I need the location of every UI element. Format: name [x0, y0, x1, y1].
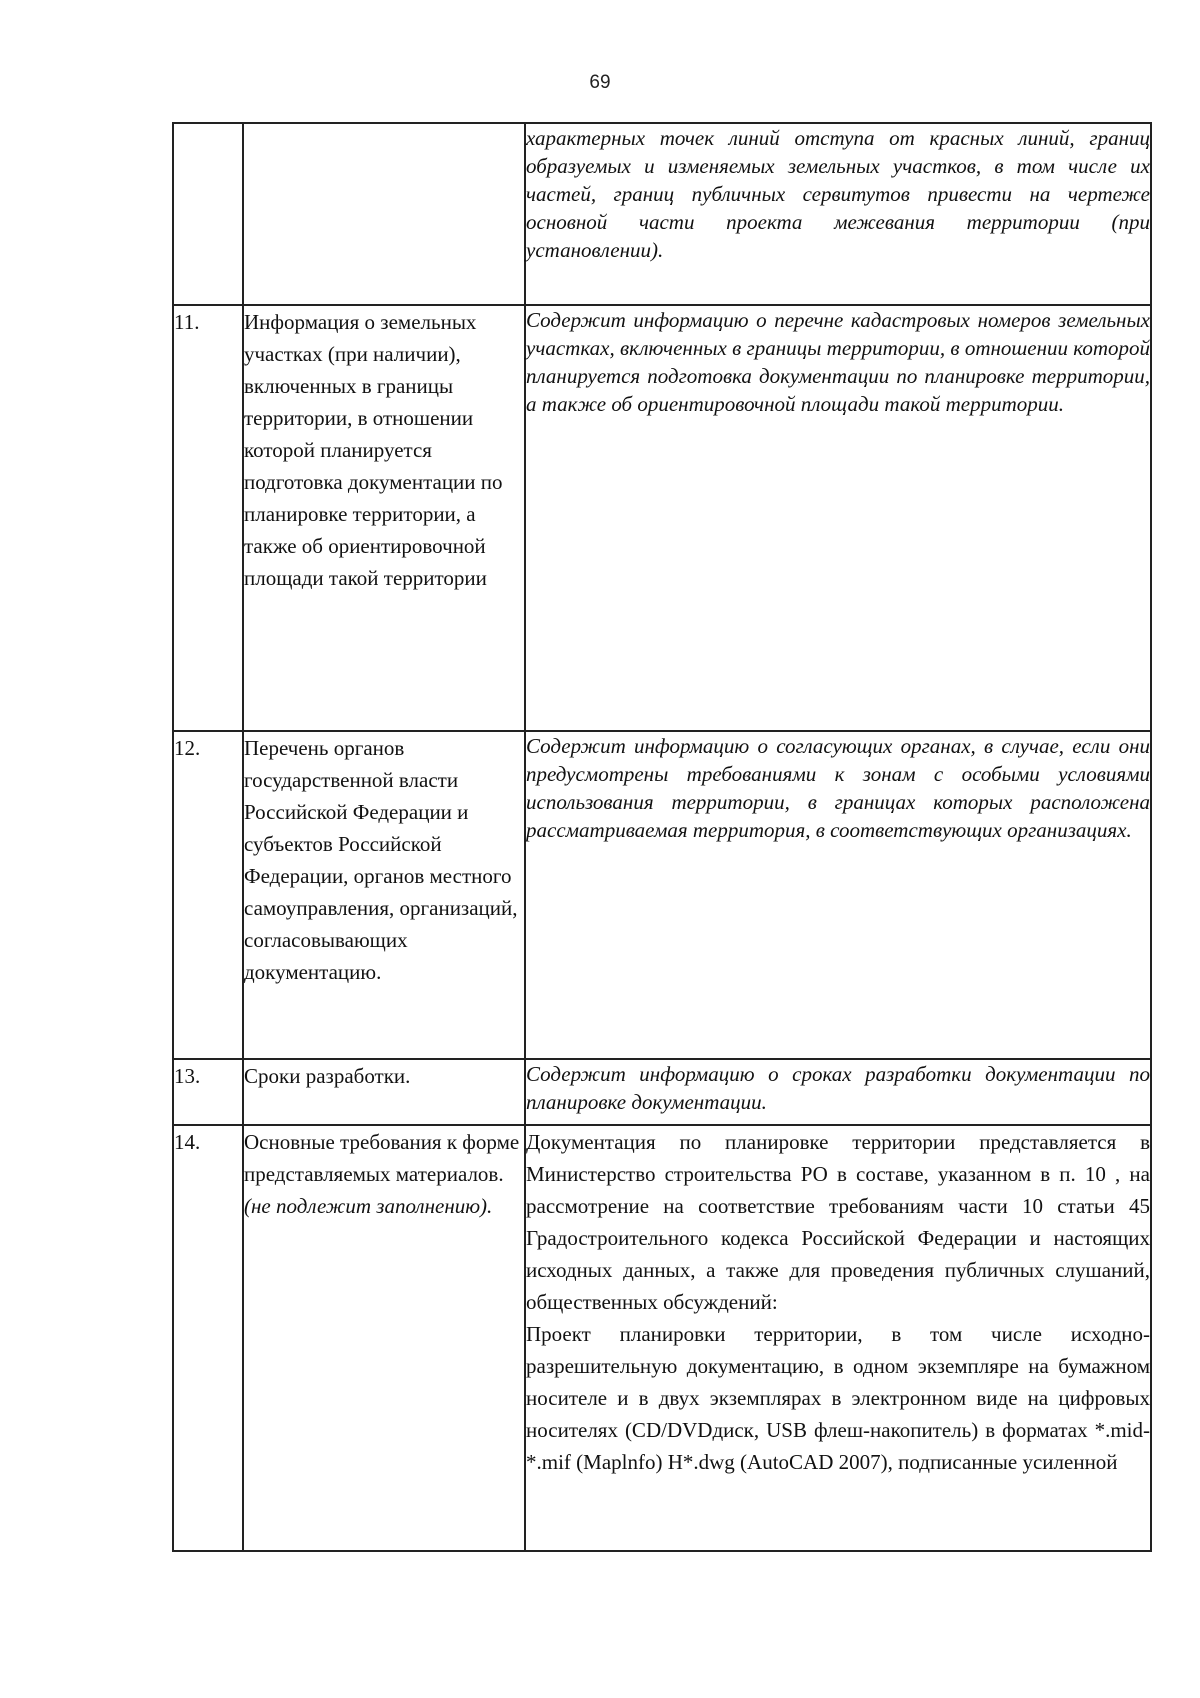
content-paragraph: Проект планировки территории, в том числе исходно-разрешительную документацию, в одном экземпляре на бумажном носителе и в двух экземплярах в электронном виде на цифровых носителях (CD/DVDдиск, USB флеш-накопитель) в форматах *.mid-*.mif (Maplnfo) H*.dwg (AutoCAD 2007), подписанные усиленной [526, 1322, 1150, 1474]
row-content: Содержит информацию о сроках разработки документации по планировке документации. [525, 1059, 1151, 1125]
row-title: Сроки разработки. [243, 1059, 525, 1125]
table-row [173, 731, 1151, 1059]
table-row [173, 305, 1151, 731]
row-content [525, 1125, 1151, 1551]
row-content: характерных точек линий отступа от красных линий, границ образуемых и изменяемых земельных участков, в том числе их частей, границ публичных сервитутов привести на чертеже основной части проекта межевания территории (при установлении). [525, 123, 1151, 305]
row-title-note: (не подлежит заполнению). [244, 1194, 493, 1218]
page-number: 69 [589, 72, 611, 93]
table-row [173, 1125, 1151, 1551]
row-number: 12. [173, 731, 243, 1059]
row-number: 11. [173, 305, 243, 731]
table-row [173, 123, 1151, 305]
row-number: 13. [173, 1059, 243, 1125]
row-title [243, 123, 525, 305]
row-title: Перечень органов государственной власти Российской Федерации и субъектов Российской Федерации, органов местного самоуправления, организаций, согласовывающих документацию. [243, 731, 525, 1059]
row-content: Содержит информацию о согласующих органах, в случае, если они предусмотрены требованиями к зонам с особыми условиями использования территории, в границах которых расположена рассматриваемая территория, в соответствующих организациях. [525, 731, 1151, 1059]
row-number: 14. [173, 1125, 243, 1551]
requirements-table [172, 122, 1152, 1552]
row-content: Содержит информацию о перечне кадастровых номеров земельных участках, включенных в границы территории, в отношении которой планируется подготовка документации по планировке территории, а также об ориентировочной площади такой территории. [525, 305, 1151, 731]
row-title: Информация о земельных участках (при наличии), включенных в границы территории, в отношении которой планируется подготовка документации по планировке территории, а также об ориентировочной площади такой территории [243, 305, 525, 731]
row-title-text: Основные требования к форме представляемых материалов. [244, 1130, 520, 1186]
row-number [173, 123, 243, 305]
row-title [243, 1125, 525, 1551]
table-row [173, 1059, 1151, 1125]
content-paragraph: Документация по планировке территории представляется в Министерство строительства РО в составе, указанном в п. 10 , на рассмотрение на соответствие требованиям части 10 статьи 45 Градостроительного кодекса Российской Федерации и настоящих исходных данных, а также для проведения публичных слушаний, общественных обсуждений: [526, 1130, 1150, 1314]
